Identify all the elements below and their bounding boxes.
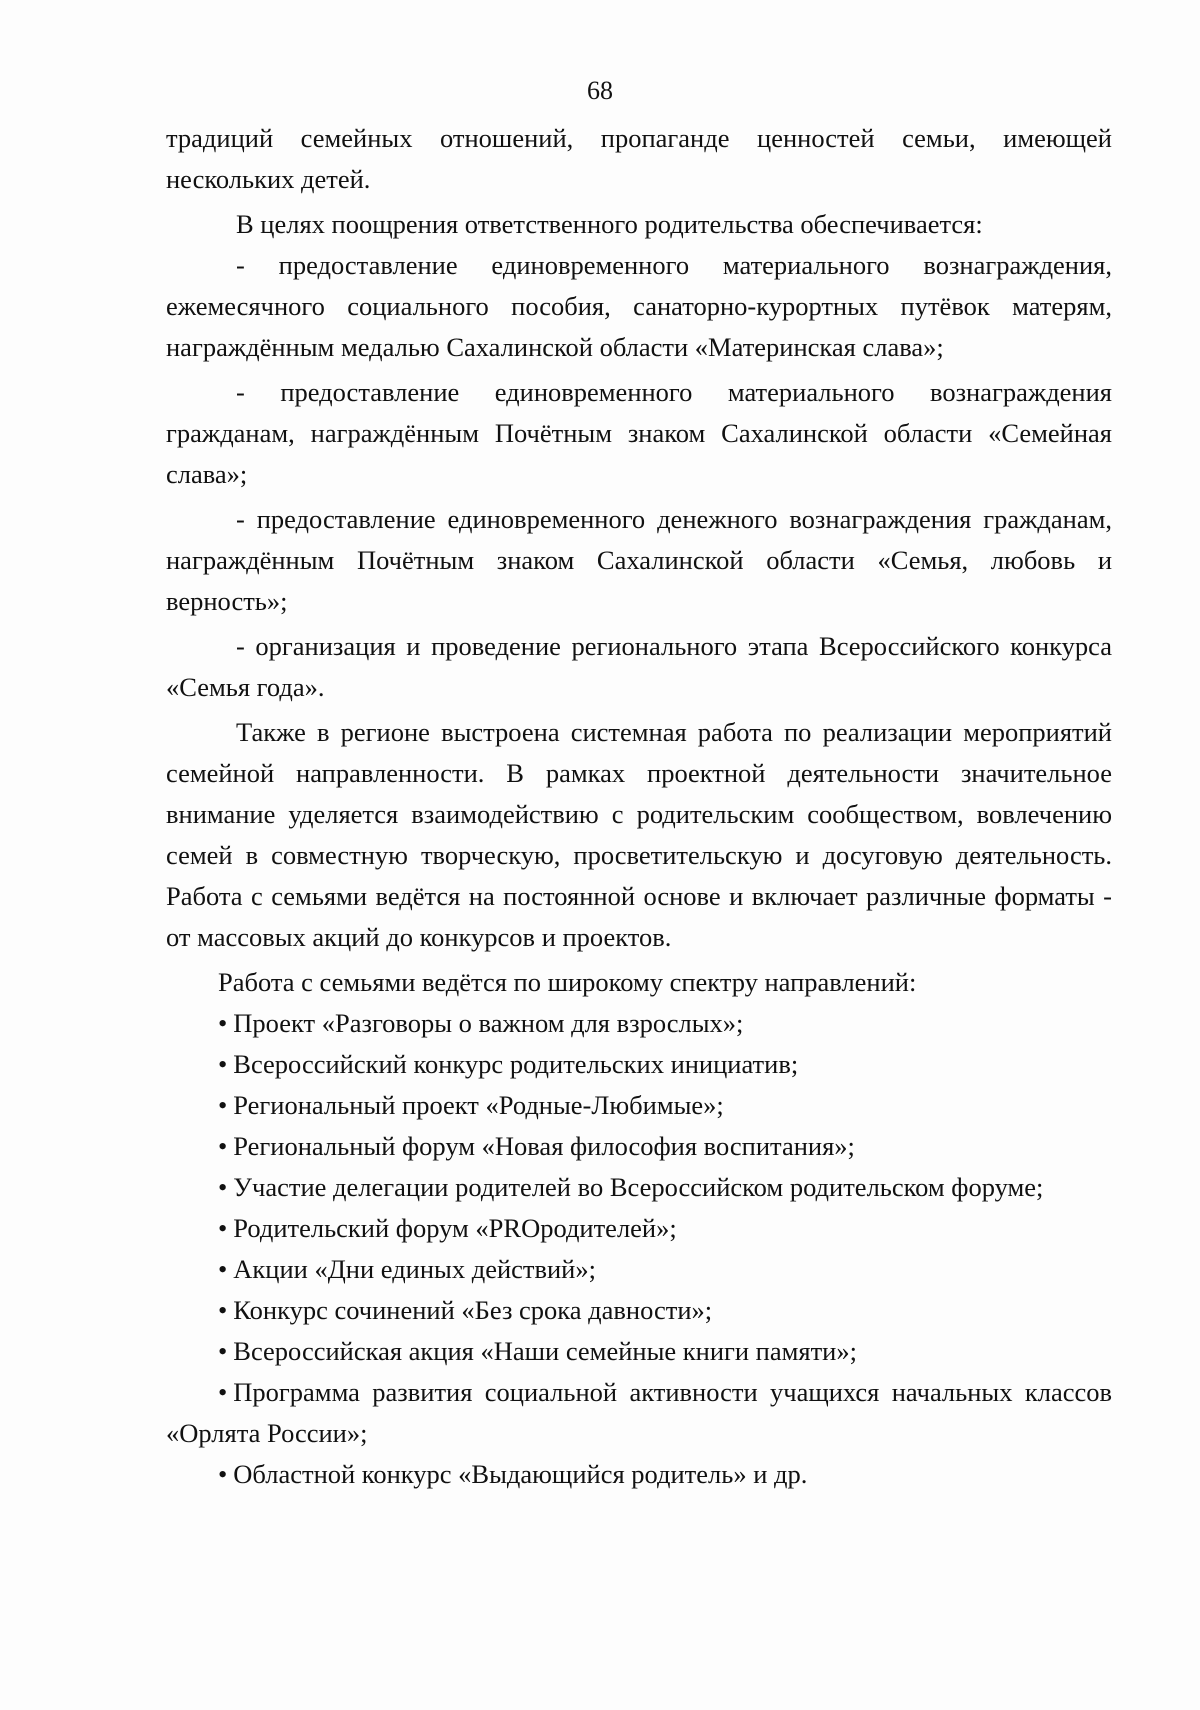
paragraph-continuation: традиций семейных отношений, пропаганде ценностей семьи, имеющей нескольких детей.	[166, 123, 1112, 194]
paragraph-item-4: - организация и проведение регионального этапа Всероссийского конкурса «Семья года».	[166, 631, 1112, 702]
paragraph-list-intro: Работа с семьями ведётся по широкому спектру направлений:	[218, 967, 917, 997]
list-item-text: Всероссийская акция «Наши семейные книги памяти»;	[233, 1336, 857, 1366]
list-item	[166, 1454, 1112, 1495]
list-item-text: Конкурс сочинений «Без срока давности»;	[233, 1295, 713, 1325]
bullet-icon: •	[218, 1459, 228, 1489]
bullet-icon: •	[218, 1336, 228, 1366]
paragraph-item-2: - предоставление единовременного материального вознаграждения гражданам, награждённым Почётным знаком Сахалинской области «Семейная слава»;	[166, 377, 1112, 489]
bullet-icon: •	[218, 1131, 228, 1161]
document-body	[166, 118, 1112, 1495]
list-item	[166, 1331, 1112, 1372]
bullet-icon: •	[218, 1377, 228, 1407]
list-item	[166, 1003, 1112, 1044]
page-number: 68	[587, 76, 613, 105]
list-item	[166, 1085, 1112, 1126]
list-item-text: Участие делегации родителей во Всероссийском родительском форуме;	[233, 1172, 1044, 1202]
bullet-icon: •	[218, 1295, 228, 1325]
list-item-text: Региональный проект «Родные-Любимые»;	[233, 1090, 724, 1120]
list-item-text: Проект «Разговоры о важном для взрослых»;	[233, 1008, 744, 1038]
list-item-text: Областной конкурс «Выдающийся родитель» и др.	[233, 1459, 808, 1489]
bullet-icon: •	[218, 1049, 228, 1079]
list-item	[166, 1372, 1112, 1454]
paragraph-intro: В целях поощрения ответственного родительства обеспечивается:	[236, 209, 983, 239]
paragraph-item-3: - предоставление единовременного денежного вознаграждения гражданам, награждённым Почётным знаком Сахалинской области «Семья, любовь и верность»;	[166, 504, 1112, 616]
paragraph-item-1: - предоставление единовременного материального вознаграждения, ежемесячного социального пособия, санаторно-курортных путёвок матерям, награждённым медалью Сахалинской области «Материнская слава»;	[166, 250, 1112, 362]
list-item	[166, 1208, 1112, 1249]
directions-list	[166, 1003, 1112, 1495]
list-item-text: Программа развития социальной активности учащихся начальных классов «Орлята России»;	[166, 1377, 1112, 1448]
list-item	[166, 1290, 1112, 1331]
list-item	[166, 1249, 1112, 1290]
bullet-icon: •	[218, 1213, 228, 1243]
bullet-icon: •	[218, 1172, 228, 1202]
paragraph-main: Также в регионе выстроена системная работа по реализации мероприятий семейной направленности. В рамках проектной деятельности значительное внимание уделяется взаимодействию с родительским сообществом, вовлечению семей в совместную творческую, просветительскую и досуговую деятельность. Работа с семьями ведётся на постоянной основе и включает различные форматы - от массовых акций до конкурсов и проектов.	[166, 717, 1112, 952]
list-item-text: Региональный форум «Новая философия воспитания»;	[233, 1131, 855, 1161]
list-item-text: Родительский форум «PROродителей»;	[233, 1213, 677, 1243]
list-item	[166, 1126, 1112, 1167]
bullet-icon: •	[218, 1090, 228, 1120]
list-item-text: Акции «Дни единых действий»;	[233, 1254, 596, 1284]
list-item	[166, 1044, 1112, 1085]
bullet-icon: •	[218, 1254, 228, 1284]
list-item-text: Всероссийский конкурс родительских инициатив;	[233, 1049, 799, 1079]
list-item	[166, 1167, 1112, 1208]
bullet-icon: •	[218, 1008, 228, 1038]
